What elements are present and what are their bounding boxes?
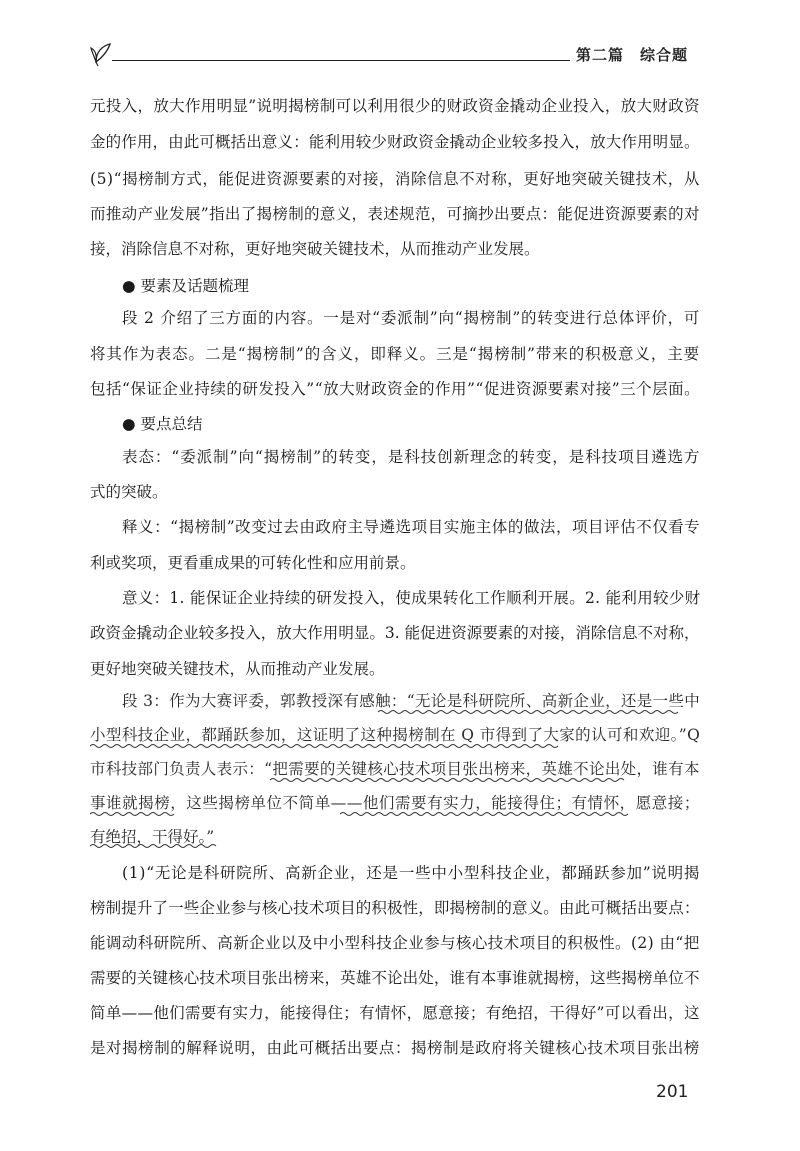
quote-line: 小型科技企业，都踊跃参加，这证明了这种揭榜制在 Q 市得到了大家的认可和欢迎。”Q [90,726,701,744]
text-line: 能调动科研院所、高新企业以及中小型科技企业参与核心技术项目的积极性。(2) 由“把 [90,934,700,952]
text-line: 简单——他们需要有实力，能接得住；有情怀，愿意接；有绝招，干得好”可以看出，这 [90,1004,700,1022]
text-line: 释义：“揭榜制”改变过去由政府主导遴选项目实施主体的做法，项目评估不仅看专 [122,518,701,536]
text-line: 利或奖项，更看重成果的可转化性和应用前景。 [90,554,416,572]
header-rule [112,60,570,61]
text-line: 需要的关键核心技术项目张出榜来，英雄不论出处，谁有本事谁就揭榜，这些揭榜单位不 [90,969,700,987]
text-line: (1)“无论是科研院所、高新企业，还是一些中小型科技企业，都踊跃参加”说明揭 [122,864,701,882]
quote-line: 段 3：作为大赛评委，郭教授深有感触：“无论是科研院所、高新企业，还是一些中 [122,692,701,710]
text-line: 金的作用，由此可概括出意义：能利用较少财政资金撬动企业较多投入，放大作用明显。 [90,133,700,151]
page-number: 201 [656,1082,689,1102]
text-line: 政资金撬动企业较多投入，放大作用明显。3. 能促进资源要素的对接，消除信息不对称， [90,624,700,642]
text-line: 而推动产业发展”指出了揭榜制的意义，表述规范，可摘抄出要点：能促进资源要素的对 [90,205,700,223]
section-title: 第二篇 综合题 [575,46,688,64]
text-line: 表态：“委派制”向“揭榜制”的转变，是科技创新理念的转变，是科技项目遴选方 [122,448,701,466]
text-line: 是对揭榜制的解释说明，由此可概括出要点：揭榜制是政府将关键核心技术项目张出榜 [90,1039,700,1057]
text-line: 元投入，放大作用明显”说明揭榜制可以利用很少的财政资金撬动企业投入，放大财政资 [90,97,700,115]
leaf-ornament-icon [90,38,120,68]
text-line: 将其作为表态。二是“揭榜制”的含义，即释义。三是“揭榜制”带来的积极意义，主要 [90,345,701,363]
text-line: 意义：1. 能保证企业持续的研发投入，使成果转化工作顺利开展。2. 能利用较少财 [122,589,701,607]
section-heading-summary: ● 要点总结 [122,415,203,433]
text-line: 包括“保证企业持续的研发投入”“放大财政资金的作用”“促进资源要素对接”三个层面。 [90,380,701,398]
quote-line: 市科技部门负责人表示：“把需要的关键核心技术项目张出榜来，英雄不论出处，谁有本 [90,760,700,778]
text-line: (5)“揭榜制方式，能促进资源要素的对接，消除信息不对称，更好地突破关键技术，从 [90,170,700,188]
quote-line: 有绝招，干得好。” [90,828,215,846]
running-header [90,38,700,78]
text-line: 段 2 介绍了三方面的内容。一是对“委派制”向“揭榜制”的转变进行总体评价，可 [122,309,701,327]
text-line: 接，消除信息不对称，更好地突破关键技术，从而推动产业发展。 [90,240,540,258]
section-heading-elements: ● 要素及话题梳理 [122,277,249,295]
text-line: 榜制提升了一些企业参与核心技术项目的积极性，即揭榜制的意义。由此可概括出要点： [90,899,700,917]
quote-line: 事谁就揭榜，这些揭榜单位不简单——他们需要有实力，能接得住；有情怀，愿意接； [90,794,700,812]
text-line: 更好地突破关键技术，从而推动产业发展。 [90,660,385,678]
text-line: 式的突破。 [90,483,168,501]
